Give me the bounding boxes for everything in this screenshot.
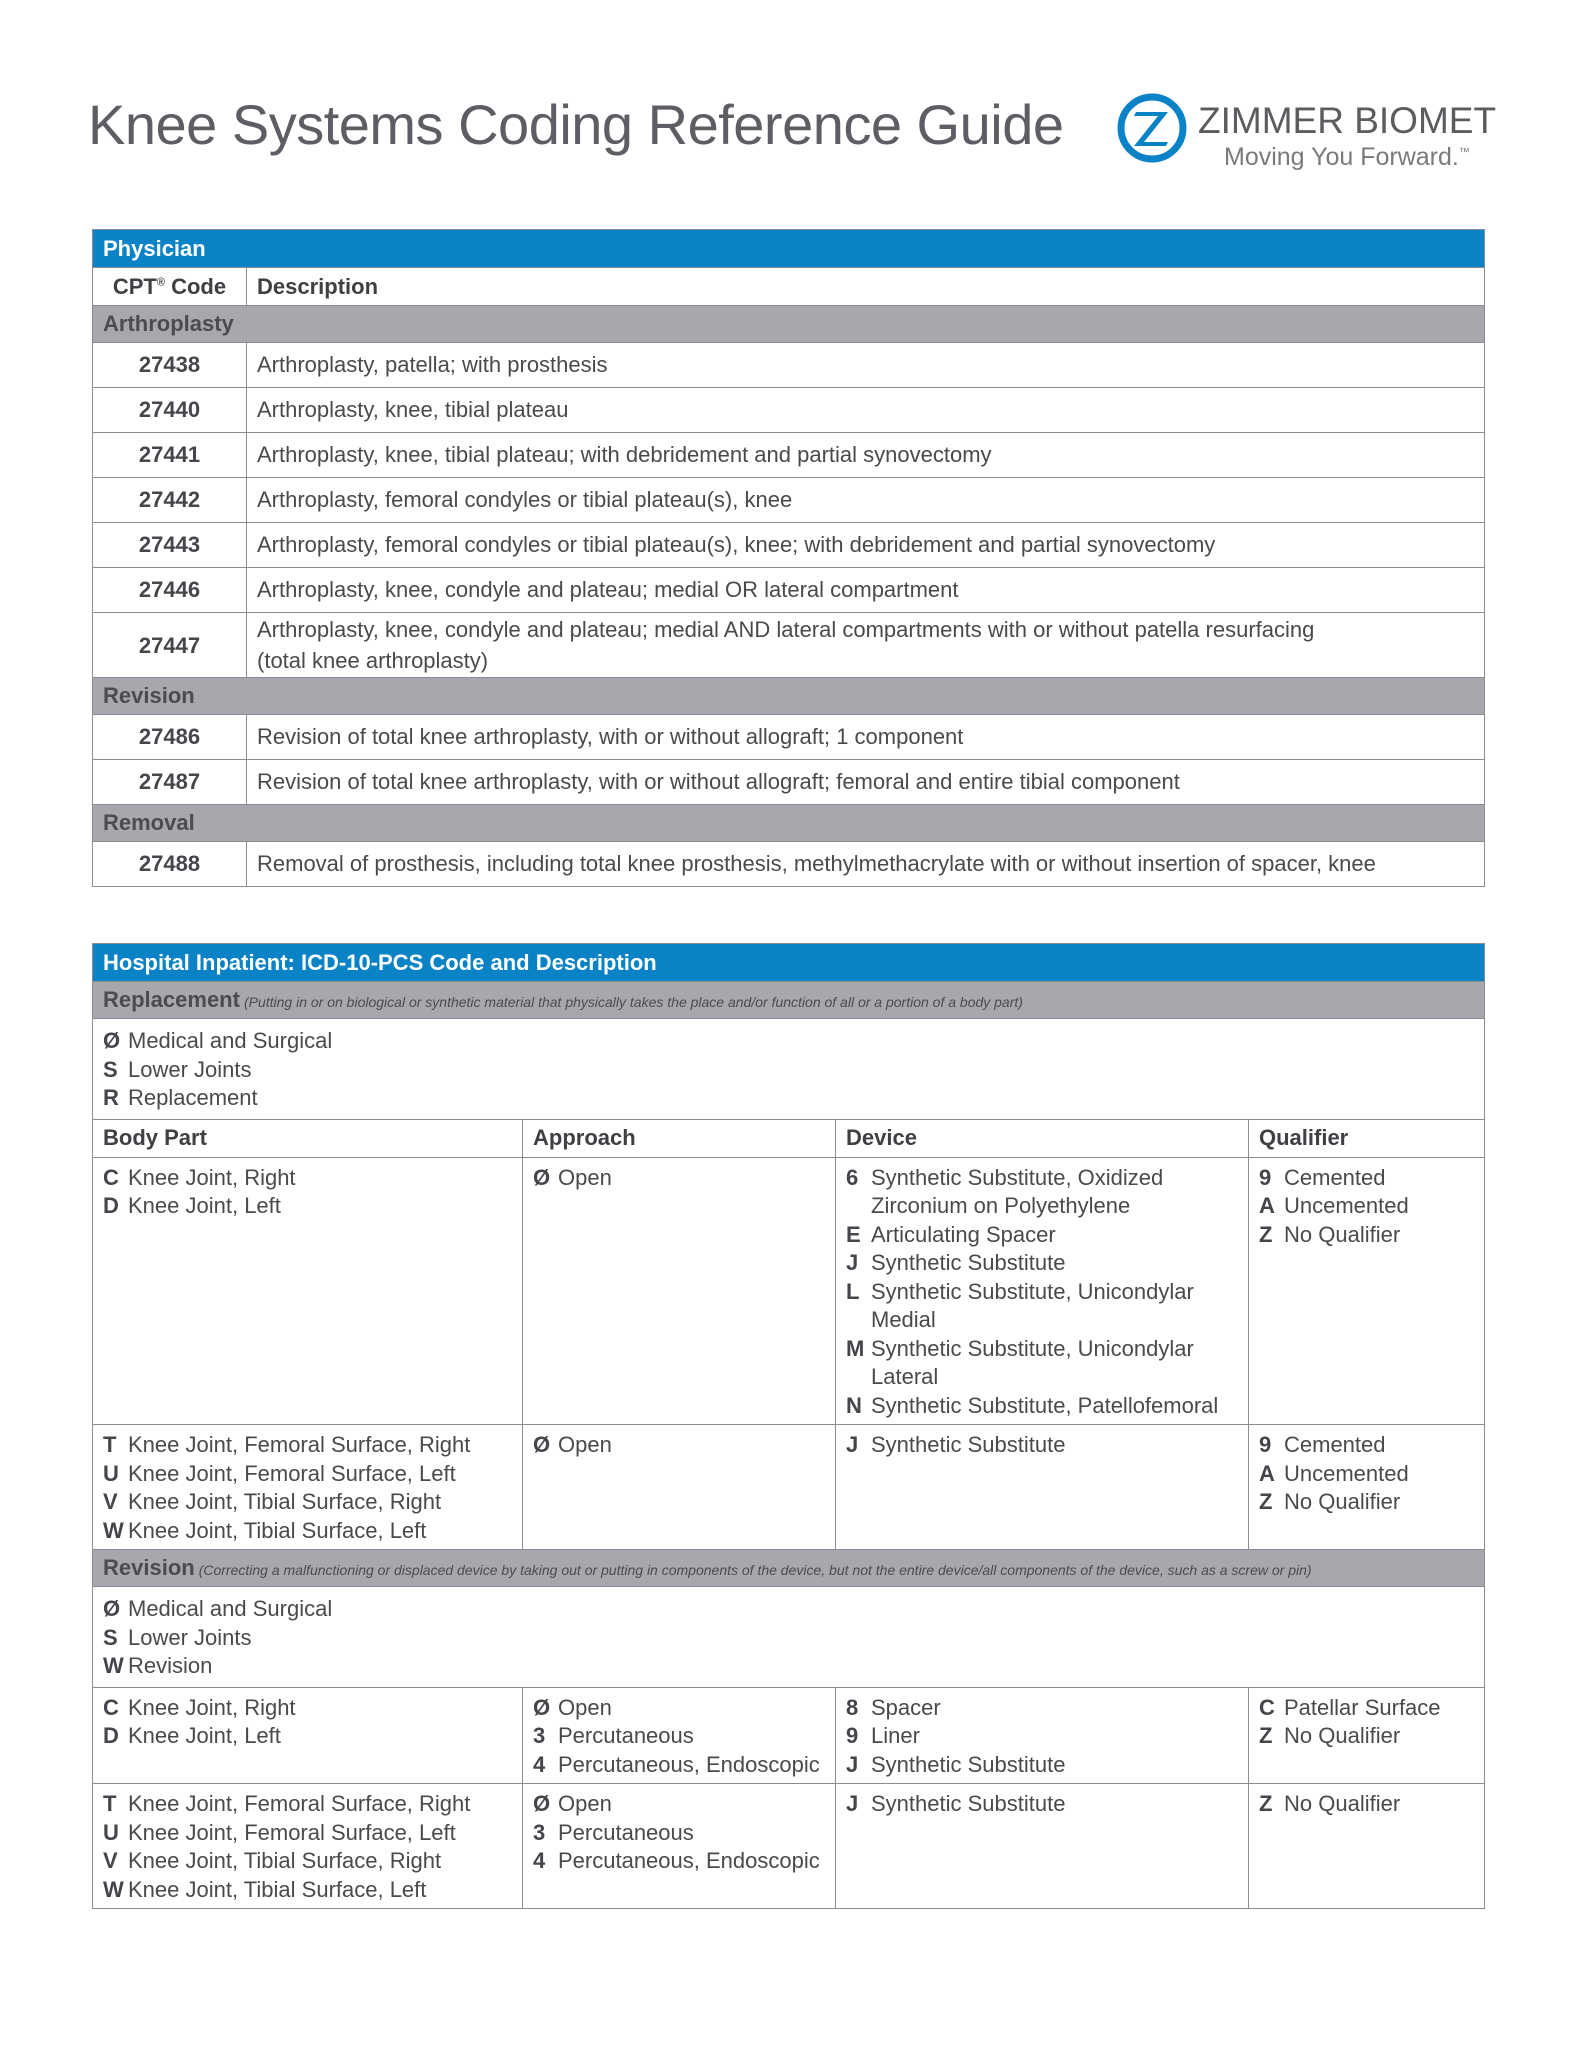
cpt-code: 27440 xyxy=(93,388,247,433)
table-row xyxy=(93,343,1485,388)
cpt-code: 27446 xyxy=(93,568,247,613)
cpt-code: 27447 xyxy=(93,613,247,678)
logo-tagline: Moving You Forward.™ xyxy=(1224,143,1470,171)
table-row xyxy=(93,433,1485,478)
revision-section-header: Revision (Correcting a malfunctioning or displaced device by taking out or putting in components of the device, but not the entire device/all components of the device, such as a screw or pin) xyxy=(93,1550,1485,1587)
physician-table xyxy=(92,229,1485,887)
cpt-description: Arthroplasty, femoral condyles or tibial plateau(s), knee xyxy=(247,478,1485,523)
body-part-column-header: Body Part xyxy=(93,1119,523,1157)
qualifier-cell: 9 Cemented A Uncemented Z No Qualifier xyxy=(1249,1425,1485,1550)
approach-cell: Ø Open 3 Percutaneous 4 Percutaneous, Endoscopic xyxy=(523,1687,836,1784)
cpt-code: 27487 xyxy=(93,760,247,805)
table-row xyxy=(93,613,1485,678)
description-column-header: Description xyxy=(247,268,1485,306)
section-revision: Revision xyxy=(93,678,1485,715)
replacement-section-header: Replacement (Putting in or on biological or synthetic material that physically takes the place and/or function of all or a portion of a body part) xyxy=(93,982,1485,1019)
hospital-inpatient-table xyxy=(92,943,1485,1909)
z-emblem-icon xyxy=(1116,92,1188,164)
approach-column-header: Approach xyxy=(523,1119,836,1157)
cpt-description: Arthroplasty, knee, condyle and plateau; medial OR lateral compartment xyxy=(247,568,1485,613)
cpt-description: Removal of prosthesis, including total knee prosthesis, methylmethacrylate with or without insertion of spacer, knee xyxy=(247,842,1485,887)
revision-code-sections xyxy=(93,1587,1485,1688)
section-arthroplasty: Arthroplasty xyxy=(93,306,1485,343)
qualifier-cell: Z No Qualifier xyxy=(1249,1784,1485,1909)
cpt-code: 27441 xyxy=(93,433,247,478)
device-cell: 6 Synthetic Substitute, Oxidized Zirconium on Polyethylene E Articulating Spacer J Synthetic Substitute L Synthetic Substitute, Unicondylar Medial M Synthetic Substitute, Unicondylar Lateral N Synthetic Substitute, Patellofemoral xyxy=(836,1157,1249,1425)
table-row xyxy=(93,760,1485,805)
cpt-description: Arthroplasty, femoral condyles or tibial plateau(s), knee; with debridement and partial synovectomy xyxy=(247,523,1485,568)
table-row xyxy=(93,1784,1485,1909)
list-item: W Revision xyxy=(103,1653,213,1678)
table-row xyxy=(93,715,1485,760)
body-part-cell: C Knee Joint, Right D Knee Joint, Left xyxy=(93,1687,523,1784)
cpt-description: Revision of total knee arthroplasty, with or without allograft; femoral and entire tibial component xyxy=(247,760,1485,805)
list-item: Ø Medical and Surgical xyxy=(103,1596,333,1621)
physician-header: Physician xyxy=(93,230,1485,268)
hospital-header: Hospital Inpatient: ICD-10-PCS Code and Description xyxy=(93,944,1485,982)
section-removal: Removal xyxy=(93,805,1485,842)
cpt-description: Arthroplasty, knee, condyle and plateau; medial AND lateral compartments with or without patella resurfacing (total knee arthroplasty) xyxy=(247,613,1485,678)
approach-cell: Ø Open 3 Percutaneous 4 Percutaneous, Endoscopic xyxy=(523,1784,836,1909)
cpt-description: Revision of total knee arthroplasty, with or without allograft; 1 component xyxy=(247,715,1485,760)
table-row xyxy=(93,388,1485,433)
table-row xyxy=(93,523,1485,568)
cpt-description: Arthroplasty, patella; with prosthesis xyxy=(247,343,1485,388)
cpt-code: 27438 xyxy=(93,343,247,388)
cpt-description: Arthroplasty, knee, tibial plateau; with debridement and partial synovectomy xyxy=(247,433,1485,478)
cpt-code-column-header: CPT® Code xyxy=(93,268,247,306)
cpt-code: 27442 xyxy=(93,478,247,523)
device-cell: J Synthetic Substitute xyxy=(836,1425,1249,1550)
qualifier-cell: 9 Cemented A Uncemented Z No Qualifier xyxy=(1249,1157,1485,1425)
list-item: S Lower Joints xyxy=(103,1056,252,1082)
page-title: Knee Systems Coding Reference Guide xyxy=(88,93,1064,156)
table-row xyxy=(93,1687,1485,1784)
qualifier-cell: C Patellar Surface Z No Qualifier xyxy=(1249,1687,1485,1784)
body-part-cell: C Knee Joint, Right D Knee Joint, Left xyxy=(93,1157,523,1425)
zimmer-biomet-logo xyxy=(1116,92,1516,182)
approach-cell: Ø Open xyxy=(523,1157,836,1425)
approach-cell: Ø Open xyxy=(523,1425,836,1550)
list-item: S Lower Joints xyxy=(103,1624,252,1650)
device-cell: J Synthetic Substitute xyxy=(836,1784,1249,1909)
table-row xyxy=(93,1425,1485,1550)
table-row xyxy=(93,478,1485,523)
table-row xyxy=(93,1157,1485,1425)
replacement-code-sections xyxy=(93,1019,1485,1120)
cpt-description: Arthroplasty, knee, tibial plateau xyxy=(247,388,1485,433)
device-cell: 8 Spacer 9 Liner J Synthetic Substitute xyxy=(836,1687,1249,1784)
device-column-header: Device xyxy=(836,1119,1249,1157)
table-row xyxy=(93,568,1485,613)
list-item: R Replacement xyxy=(103,1085,258,1110)
list-item: Ø Medical and Surgical xyxy=(103,1028,333,1053)
body-part-cell: T Knee Joint, Femoral Surface, Right U Knee Joint, Femoral Surface, Left V Knee Joint, Tibial Surface, Right W Knee Joint, Tibial Surface, Left xyxy=(93,1784,523,1909)
qualifier-column-header: Qualifier xyxy=(1249,1119,1485,1157)
body-part-cell: T Knee Joint, Femoral Surface, Right U Knee Joint, Femoral Surface, Left V Knee Joint, Tibial Surface, Right W Knee Joint, Tibial Surface, Left xyxy=(93,1425,523,1550)
table-row xyxy=(93,842,1485,887)
cpt-code: 27488 xyxy=(93,842,247,887)
cpt-code: 27486 xyxy=(93,715,247,760)
cpt-code: 27443 xyxy=(93,523,247,568)
logo-name: ZIMMER BIOMET xyxy=(1198,100,1497,141)
